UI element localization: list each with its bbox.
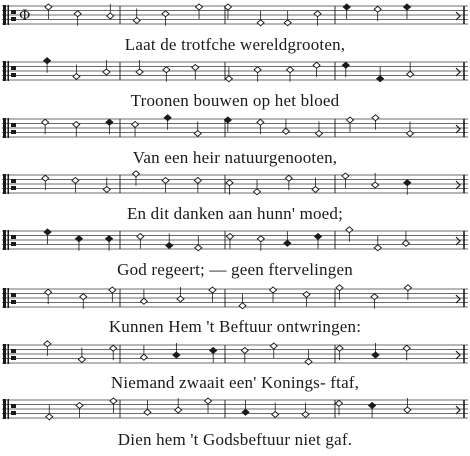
note	[284, 11, 291, 26]
staff-7	[0, 343, 470, 365]
note	[404, 180, 411, 195]
time-signature-mark: Φ	[19, 8, 31, 24]
note	[346, 227, 353, 242]
note	[106, 119, 113, 134]
note	[374, 6, 381, 21]
custos-mark	[456, 125, 460, 133]
note	[315, 234, 322, 249]
note	[287, 67, 294, 82]
note	[257, 236, 264, 251]
note	[196, 4, 203, 19]
note	[80, 294, 87, 309]
music-system-1	[0, 4, 470, 57]
note	[303, 292, 310, 307]
note	[44, 229, 51, 244]
staff-3	[0, 117, 470, 139]
note	[282, 119, 289, 134]
note	[342, 62, 349, 77]
music-system-8	[0, 398, 470, 452]
note	[254, 180, 261, 195]
lyric-line-1: Laat de trotfche wereldgrooten,	[124, 35, 346, 54]
note	[109, 287, 116, 302]
note	[110, 345, 117, 360]
note	[335, 400, 342, 415]
note	[241, 348, 248, 363]
music-system-6	[0, 287, 470, 339]
note	[257, 11, 264, 26]
note	[407, 62, 414, 77]
staff-4	[0, 173, 470, 195]
note	[402, 231, 409, 246]
note	[45, 4, 52, 19]
note	[106, 236, 113, 251]
note	[314, 11, 321, 26]
note	[403, 345, 410, 360]
lyric-line-2: Troonen bouwen op het bloed	[130, 91, 340, 110]
note	[44, 341, 51, 356]
note	[163, 67, 170, 82]
lyric-line-7: Niemand zwaait een' Konings- ftaf,	[110, 373, 360, 392]
lyric-line-6: Kunnen Hem 't Beftuur ontwringen:	[108, 317, 362, 336]
note	[162, 11, 169, 26]
lyric-line-8: Dien hem 't Godsbeftuur niet gaf.	[117, 430, 353, 449]
custos-mark	[456, 295, 460, 303]
music-system-4	[0, 173, 470, 226]
staff-2	[0, 60, 470, 82]
custos-mark	[456, 406, 460, 414]
note	[192, 65, 199, 80]
note	[239, 294, 246, 309]
note	[404, 285, 411, 300]
note	[226, 234, 233, 249]
note	[132, 171, 139, 186]
custos-mark	[456, 68, 460, 76]
note	[194, 178, 201, 193]
note	[73, 122, 80, 137]
note	[346, 117, 353, 132]
note	[46, 405, 53, 420]
note	[372, 115, 379, 130]
note	[72, 178, 79, 193]
note	[305, 350, 312, 365]
note	[374, 236, 381, 251]
note	[209, 287, 216, 302]
custos-mark	[456, 12, 460, 20]
note	[257, 119, 264, 134]
note	[210, 348, 217, 363]
note	[377, 67, 384, 82]
note	[74, 11, 81, 26]
lyric-line-4: En dit danken aan hunn' moed;	[126, 204, 344, 223]
custos-mark	[456, 237, 460, 245]
staff-8	[0, 398, 470, 420]
note	[284, 231, 291, 246]
note	[75, 236, 82, 251]
note	[343, 4, 350, 19]
custos-mark	[456, 351, 460, 359]
note	[137, 234, 144, 249]
note	[285, 175, 292, 190]
note	[225, 67, 232, 82]
note	[140, 345, 147, 360]
lyric-line-3: Van een heir natuurgenooten,	[132, 148, 338, 167]
music-system-3	[0, 117, 470, 170]
staff-1	[0, 4, 470, 26]
note	[132, 122, 139, 137]
note	[164, 115, 171, 130]
note	[254, 67, 261, 82]
note	[342, 173, 349, 188]
note	[110, 398, 117, 413]
music-system-7	[0, 343, 470, 395]
note	[313, 62, 320, 77]
custos-mark	[456, 181, 460, 189]
note	[42, 119, 49, 134]
note	[224, 4, 231, 19]
music-system-5	[0, 229, 470, 282]
note	[162, 178, 169, 193]
lyric-line-5: God regeert; — geen ftervelingen	[117, 260, 353, 279]
note	[336, 285, 343, 300]
note	[369, 403, 376, 418]
note	[403, 4, 410, 19]
note	[270, 343, 277, 358]
note	[195, 236, 202, 251]
note	[144, 400, 151, 415]
note	[270, 287, 277, 302]
note	[226, 180, 233, 195]
note	[140, 289, 147, 304]
note	[76, 403, 83, 418]
note	[44, 58, 51, 73]
note	[371, 294, 378, 309]
note	[336, 345, 343, 360]
staff-6	[0, 287, 470, 309]
note	[242, 400, 249, 415]
note	[205, 398, 212, 413]
music-system-2	[0, 60, 470, 113]
note	[45, 289, 52, 304]
staff-5	[0, 229, 470, 251]
note	[42, 175, 49, 190]
